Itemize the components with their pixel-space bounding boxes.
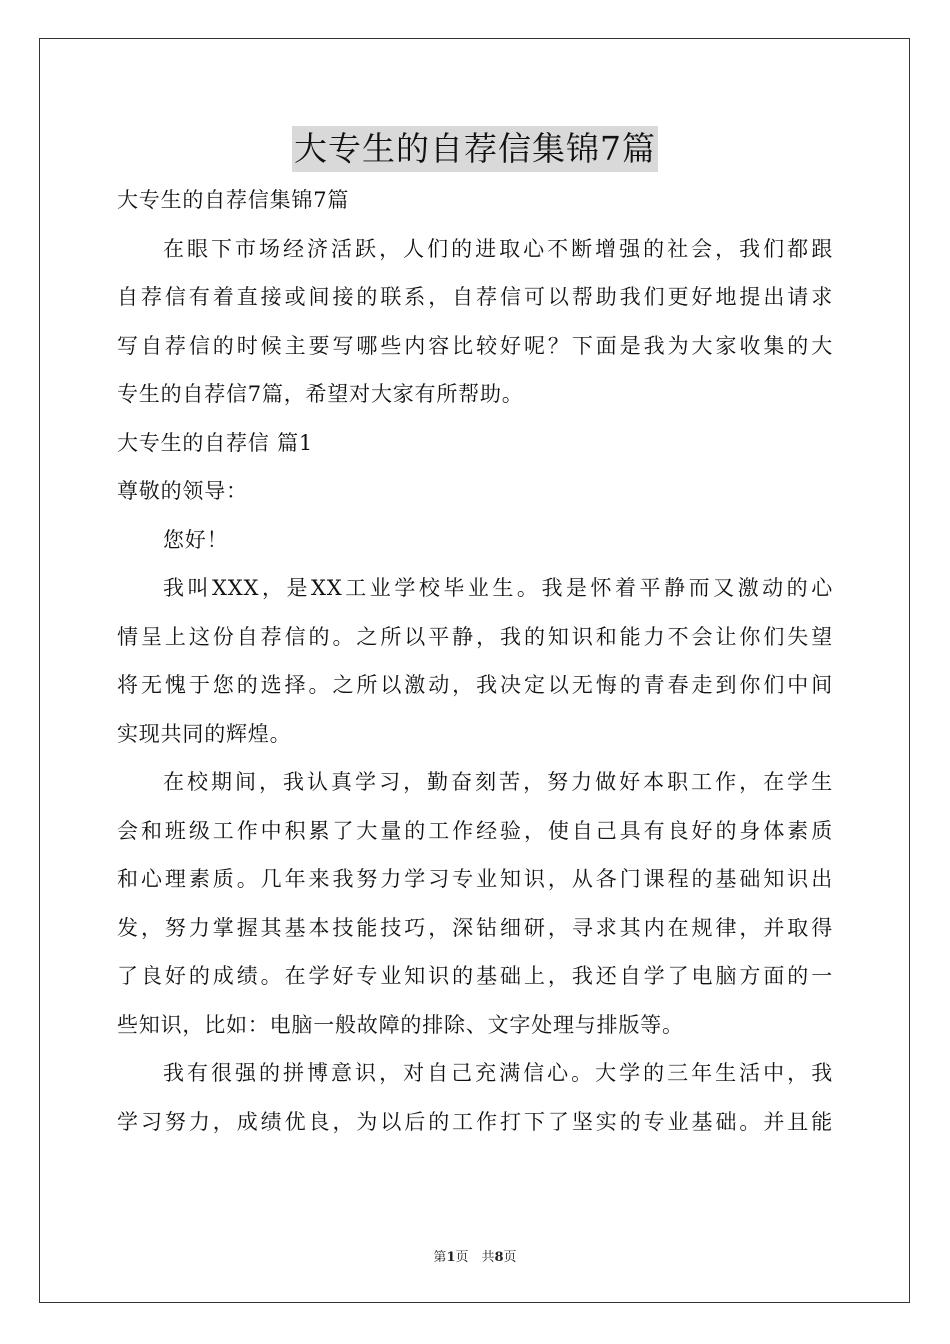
text-line: 尊敬的领导： — [117, 479, 248, 503]
text-line: 大专生的自荐信集锦7篇 — [117, 188, 350, 212]
footer-prefix: 第 — [433, 1250, 447, 1265]
text-line: 发，努力掌握其基本技能技巧，深钻细研，寻求其内在规律，并取得 — [117, 915, 833, 940]
footer-total-pages: 8 — [494, 1250, 504, 1265]
text-line: 我有很强的拼博意识，对自己充满信心。大学的三年生活中，我 — [163, 1061, 833, 1085]
document-body — [117, 176, 833, 1146]
text-line: 情呈上这份自荐信的。之所以平静，我的知识和能力不会让你们失望 — [117, 624, 833, 649]
text-line: 了良好的成绩。在学好专业知识的基础上，我还自学了电脑方面的一 — [117, 964, 833, 988]
footer-current-page: 1 — [446, 1250, 456, 1265]
document-title: 大专生的自荐信集锦7篇 — [292, 126, 658, 172]
text-line: 和心理素质。几年来我努力学习专业知识，从各门课程的基础知识出 — [117, 867, 833, 891]
title-block — [0, 126, 950, 172]
text-line: 我叫XXX，是XX工业学校毕业生。我是怀着平静而又激动的心 — [163, 576, 833, 600]
text-line: 将无愧于您的选择。之所以激动，我决定以无悔的青春走到你们中间 — [117, 673, 833, 697]
text-line: 些知识，比如：电脑一般故障的排除、文字处理与排版等。 — [117, 1012, 684, 1037]
text-line: 会和班级工作中积累了大量的工作经验，使自己具有良好的身体素质 — [117, 818, 833, 843]
footer-mid: 页 共 — [455, 1250, 495, 1265]
text-line: 自荐信有着直接或间接的联系，自荐信可以帮助我们更好地提出请求 — [117, 285, 833, 309]
text-line: 专生的自荐信7篇，希望对大家有所帮助。 — [117, 382, 524, 406]
text-line: 在眼下市场经济活跃，人们的进取心不断增强的社会，我们都跟 — [163, 236, 833, 261]
text-line: 在校期间，我认真学习，勤奋刻苦，努力做好本职工作，在学生 — [163, 770, 833, 794]
text-line: 写自荐信的时候主要写哪些内容比较好呢？下面是我为大家收集的大 — [117, 333, 833, 358]
text-line: 实现共同的辉煌。 — [117, 721, 292, 746]
text-line: 您好！ — [163, 527, 229, 552]
page-footer — [0, 1246, 950, 1265]
footer-suffix: 页 — [503, 1250, 517, 1265]
text-line: 大专生的自荐信 篇1 — [117, 430, 314, 455]
text-line: 学习努力，成绩优良，为以后的工作打下了坚实的专业基础。并且能 — [117, 1109, 833, 1134]
